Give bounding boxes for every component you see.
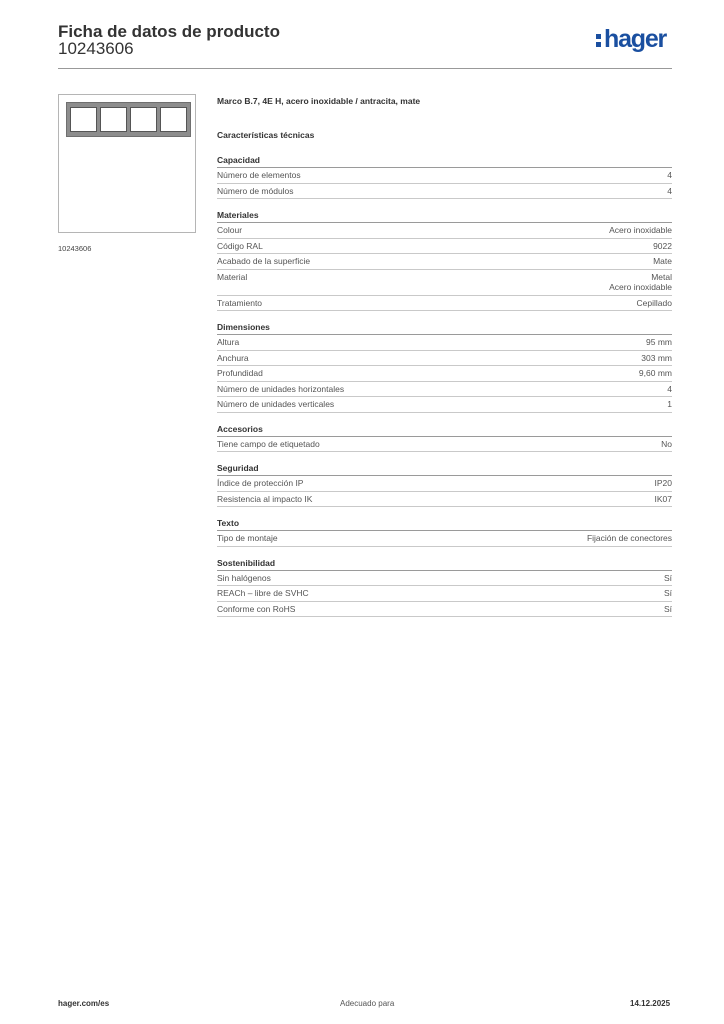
spec-value: Sí [663,588,672,598]
spec-section [217,463,672,507]
spec-section [217,210,672,311]
page-title: Ficha de datos de producto [58,22,280,41]
logo-dots-icon [596,28,602,50]
spec-label: Tratamiento [217,297,263,308]
spec-section [217,155,672,199]
spec-row [217,476,672,492]
section-header: Dimensiones [217,322,672,335]
spec-row [217,531,672,547]
spec-row [217,335,672,351]
spec-value: Acero inoxidable [609,225,672,235]
spec-label: Altura [217,337,240,347]
image-caption: 10243606 [58,244,92,253]
logo-text: hager [604,25,667,53]
spec-value: IP20 [654,478,672,488]
spec-value: 4 [667,185,672,196]
product-code: 10243606 [58,39,134,58]
spec-label: Índice de protección IP [217,478,304,488]
spec-label: Número de unidades verticales [217,399,335,409]
spec-row [217,351,672,367]
spec-row [217,184,672,200]
section-header: Accesorios [217,424,672,437]
spec-value: No [661,438,672,449]
spec-section [217,322,672,413]
spec-row [217,602,672,618]
spec-value: Metal Acero inoxidable [609,271,672,292]
footer-website: hager.com/es [58,999,110,1008]
spec-label: Tiene campo de etiquetado [217,438,320,449]
section-header: Seguridad [217,463,672,476]
spec-row [217,239,672,255]
spec-sections [217,155,672,617]
spec-row [217,397,672,413]
spec-label: Número de elementos [217,170,301,180]
footer-date: 14.12.2025 [630,999,671,1008]
spec-label: Código RAL [217,240,263,251]
spec-label: Anchura [217,352,249,363]
spec-label: Número de módulos [217,185,294,196]
spec-row [217,168,672,184]
section-header: Sostenibilidad [217,558,672,571]
product-image [58,94,196,233]
spec-section [217,558,672,618]
section-header: Capacidad [217,155,672,168]
spec-row [217,366,672,382]
hager-logo [596,25,667,56]
spec-value: 9,60 mm [638,368,672,378]
spec-row [217,437,672,453]
spec-label: Tipo de montaje [217,533,278,543]
footer-center-text: Adecuado para [340,999,395,1008]
header-divider [58,68,672,69]
spec-section [217,424,672,453]
spec-value: 4 [667,383,672,394]
spec-section [217,518,672,547]
spec-label: Conforme con RoHS [217,603,296,614]
product-title: Marco B.7, 4E H, acero inoxidable / antracita, mate [217,96,421,106]
section-header: Texto [217,518,672,531]
spec-label: Resistencia al impacto IK [217,493,313,504]
spec-row [217,571,672,587]
spec-row [217,382,672,398]
spec-content [217,96,672,628]
spec-label: Número de unidades horizontales [217,383,345,394]
spec-row [217,223,672,239]
spec-value: 303 mm [641,352,672,363]
spec-value: Sí [663,572,672,583]
spec-row [217,492,672,508]
spec-value: Sí [663,603,672,614]
product-frame-illustration [66,102,191,137]
spec-value: 1 [667,399,672,409]
spec-label: Sin halógenos [217,572,271,583]
spec-row [217,586,672,602]
spec-value: Fijación de conectores [586,533,672,543]
spec-row [217,296,672,312]
section-header: Materiales [217,210,672,223]
spec-label: Colour [217,225,243,235]
spec-value: Cepillado [636,297,672,308]
spec-value: IK07 [654,493,672,504]
tech-header: Características técnicas [217,130,315,140]
spec-label: Material [217,271,248,282]
spec-row [217,270,672,296]
spec-label: REACh – libre de SVHC [217,588,309,598]
spec-value: 95 mm [646,337,672,347]
spec-label: Profundidad [217,368,263,378]
spec-value: 9022 [653,240,672,251]
spec-label: Acabado de la superficie [217,256,311,266]
spec-value: Mate [653,256,672,266]
spec-value: 4 [667,170,672,180]
spec-row [217,254,672,270]
